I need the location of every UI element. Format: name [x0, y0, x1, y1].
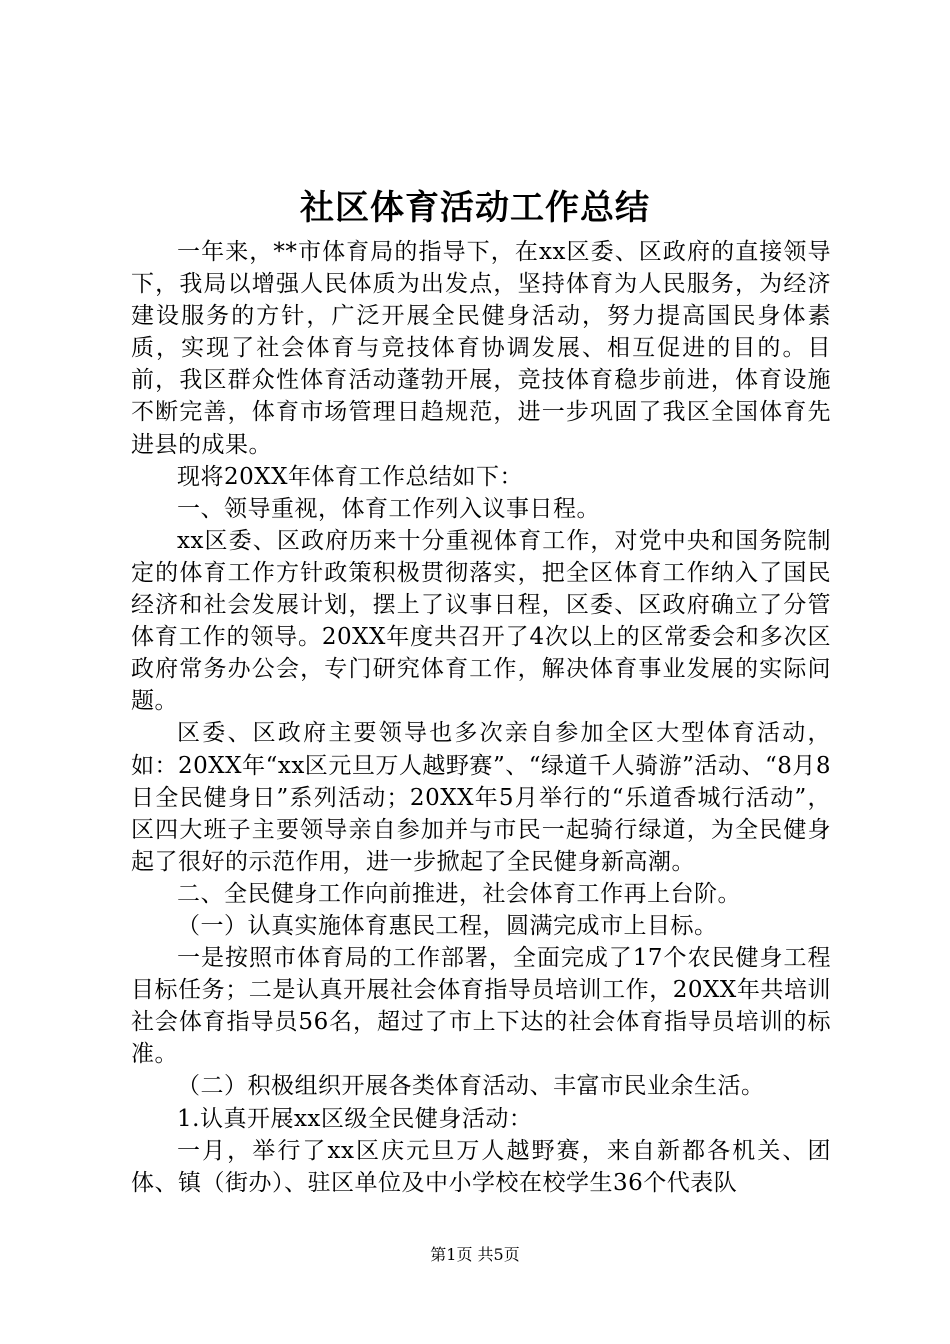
paragraph-projects: 一是按照市体育局的工作部署，全面完成了17个农民健身工程目标任务；二是认真开展社会体育指导员培训工作，20XX年共培训社会体育指导员56名，超过了市上下达的社会体育指导员培训的标准。 — [131, 945, 831, 1068]
paragraph-leaders-participation: 区委、区政府主要领导也多次亲自参加全区大型体育活动，如：20XX年“xx区元旦万人越野赛”、“绿道千人骑游”活动、“8月8日全民健身日”系列活动；20XX年5月举行的“乐道香城行活动”，区四大班子主要领导亲自参加并与市民一起骑行绿道，为全民健身起了很好的示范作用，进一步掀起了全民健身新高潮。 — [131, 720, 831, 875]
page-number-footer: 第1页 共5页 — [430, 1245, 520, 1264]
paragraph-intro: 一年来，**市体育局的指导下，在xx区委、区政府的直接领导下，我局以增强人民体质为出发点，坚持体育为人民服务，为经济建设服务的方针，广泛开展全民健身活动，努力提高国民身体素质，实现了社会体育与竞技体育协调发展、相互促进的目的。目前，我区群众性体育活动蓬勃开展，竞技体育稳步前进，体育设施不断完善，体育市场管理日趋规范，进一步巩固了我区全国体育先进县的成果。 — [131, 239, 831, 458]
paragraph-january-race: 一月，举行了xx区庆元旦万人越野赛，来自新都各机关、团体、镇（街办）、驻区单位及中小学校在校学生36个代表队 — [131, 1137, 831, 1196]
paragraph-summary-lead: 现将20XX年体育工作总结如下： — [177, 463, 524, 490]
document-title: 社区体育活动工作总结 — [300, 188, 650, 228]
subheading-2-2: （二）积极组织开展各类体育活动、丰富市民业余生活。 — [177, 1073, 765, 1100]
item-2-2-1: 1.认真开展xx区级全民健身活动： — [177, 1105, 533, 1132]
subheading-2-1: （一）认真实施体育惠民工程，圆满完成市上目标。 — [177, 912, 718, 939]
document-body — [131, 236, 831, 1199]
heading-section-2: 二、全民健身工作向前推进，社会体育工作再上台阶。 — [177, 880, 741, 907]
heading-section-1: 一、领导重视，体育工作列入议事日程。 — [177, 495, 600, 522]
paragraph-leadership: xx区委、区政府历来十分重视体育工作，对党中央和国务院制定的体育工作方针政策积极贯彻落实，把全区体育工作纳入了国民经济和社会发展计划，摆上了议事日程，区委、区政府确立了分管体育工作的领导。20XX年度共召开了4次以上的区常委会和多次区政府常务办公会，专门研究体育工作，解决体育事业发展的实际问题。 — [131, 527, 831, 715]
